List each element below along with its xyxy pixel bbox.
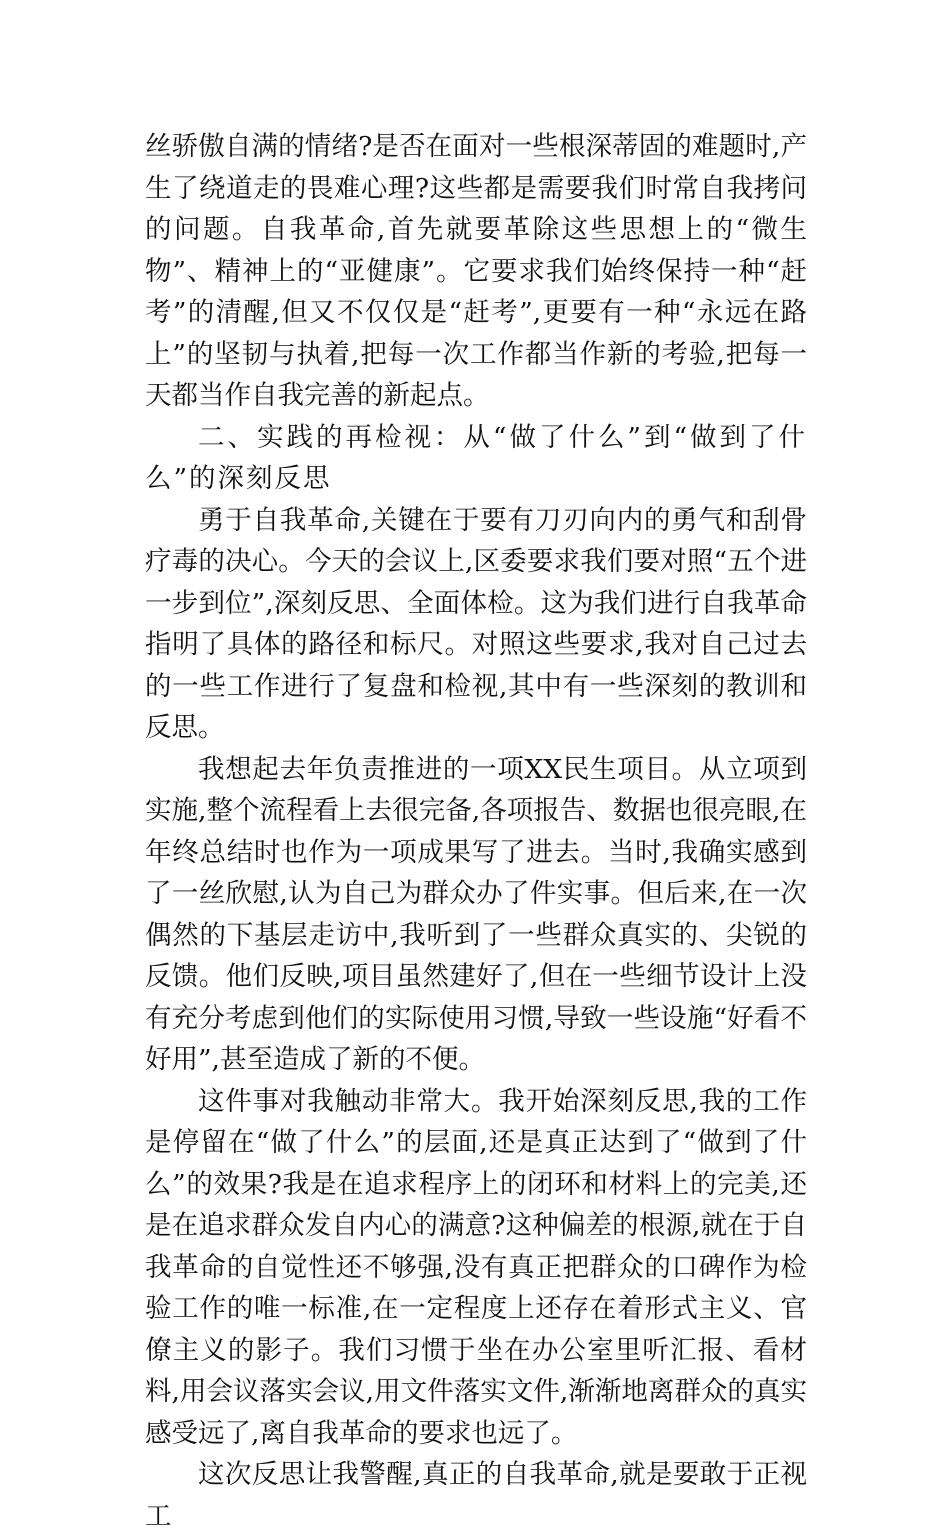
body-paragraph: 这件事对我触动非常大。我开始深刻反思,我的工作是停留在“做了什么”的层面,还是真正达到了“做到了什么”的效果?我是在追求程序上的闭环和材料上的完美,还是在追求群众发自内心的满意?这种偏差的根源,就在于自我革命的自觉性还不够强,没有真正把群众的口碑作为检验工作的唯一标准,在一定程度上还存在着形式主义、官僚主义的影子。我们习惯于坐在办公室里听汇报、看材料,用会议落实会议,用文件落实文件,渐渐地离群众的真实感受远了,离自我革命的要求也远了。 — [145, 1085, 807, 1449]
paragraph-continuation: 丝骄傲自满的情绪?是否在面对一些根深蒂固的难题时,产生了绕道走的畏难心理?这些都是需要我们时常自我拷问的问题。自我革命,首先就要革除这些思想上的“微生物”、精神上的“亚健康”。它要求我们始终保持一种“赶考”的清醒,但又不仅仅是“赶考”,更要有一种“永远在路上”的坚韧与执着,把每一次工作都当作新的考验,把每一天都当作自我完善的新起点。 — [145, 131, 807, 411]
document-page — [145, 126, 807, 1537]
body-paragraph: 我想起去年负责推进的一项XX民生项目。从立项到实施,整个流程看上去很完备,各项报告、数据也很亮眼,在年终总结时也作为一项成果写了进去。当时,我确实感到了一丝欣慰,认为自己为群众办了件实事。但后来,在一次偶然的下基层走访中,我听到了一些群众真实的、尖锐的反馈。他们反映,项目虽然建好了,但在一些细节设计上没有充分考虑到他们的实际使用习惯,导致一些设施“好看不好用”,甚至造成了新的不便。 — [145, 753, 807, 1075]
body-paragraph: 勇于自我革命,关键在于要有刀刃向内的勇气和刮骨疗毒的决心。今天的会议上,区委要求我们要对照“五个进一步到位”,深刻反思、全面体检。这为我们进行自我革命指明了具体的路径和标尺。对照这些要求,我对自己过去的一些工作进行了复盘和检视,其中有一些深刻的教训和反思。 — [145, 504, 807, 743]
body-paragraph: 这次反思让我警醒,真正的自我革命,就是要敢于正视工 — [145, 1459, 807, 1532]
section-heading: 二、实践的再检视：从“做了什么”到“做到了什么”的深刻反思 — [145, 421, 807, 494]
